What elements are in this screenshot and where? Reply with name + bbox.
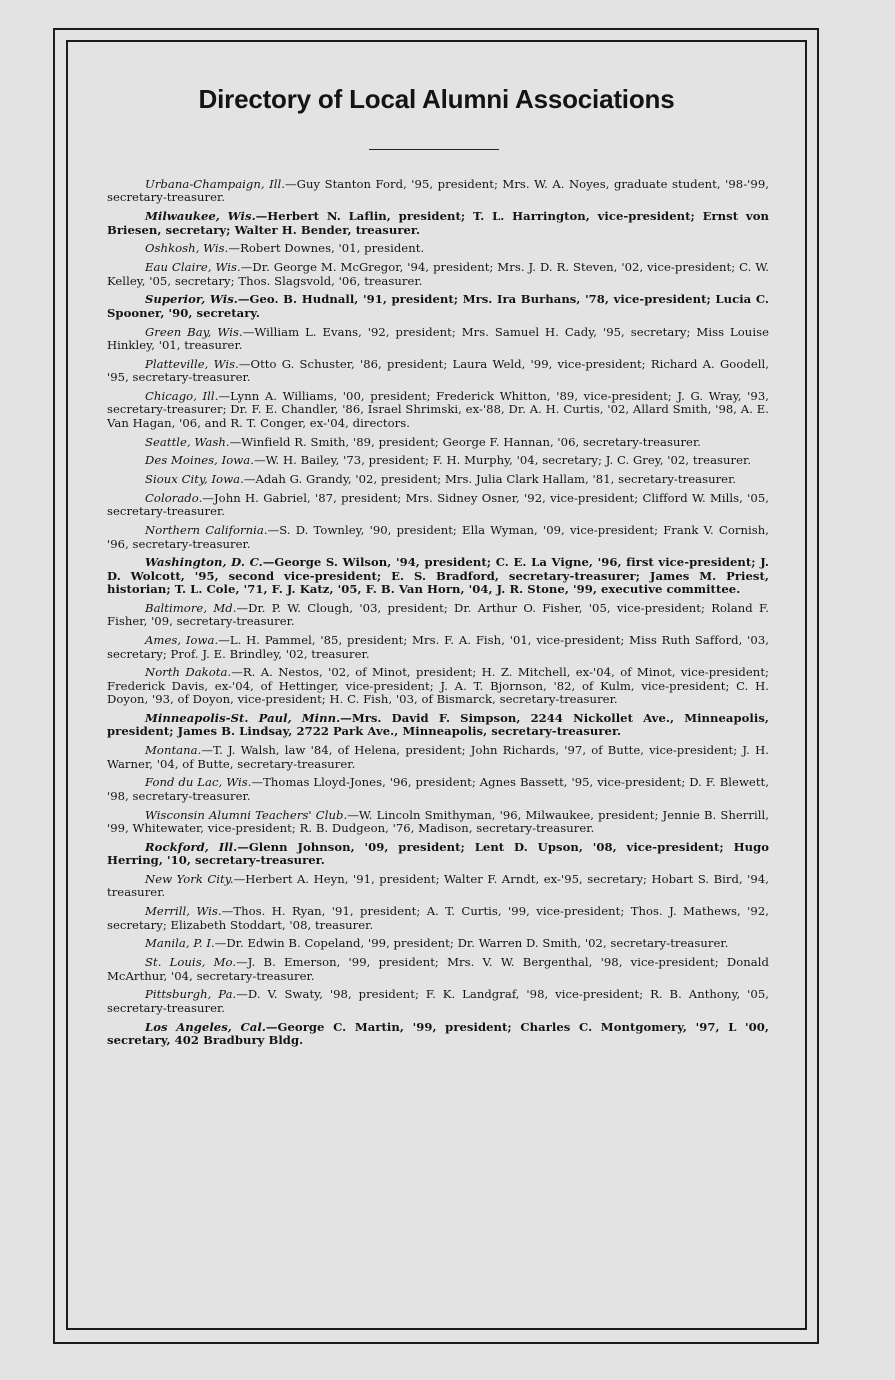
association-entry [107,634,769,661]
association-location: Northern California. [145,523,268,538]
association-location: Milwaukee, Wis. [145,209,256,224]
association-location: Fond du Lac, Wis. [145,775,252,790]
association-officers: —George S. Wilson, '94, president; C. E. La Vigne, '96, first vice-president; J. D. Wolcott, '95, second vice-president; E. S. Bradford, secretary-treasurer; James M. Priest, historian; T. L. Cole, '71, F. J. Katz, '05, F. B. Van Horn, '04, J. R. Stone, '99, executive committee. [107,555,769,597]
association-officers: —Winfield R. Smith, '89, president; George F. Hannan, '06, secretary-treasurer. [229,434,702,449]
association-location: Minneapolis-St. Paul, Minn. [145,711,341,726]
association-location: Los Angeles, Cal. [145,1019,266,1034]
association-entry [107,602,769,629]
association-officers: —W. Lincoln Smithyman, '96, Milwaukee, president; Jennie B. Sherrill, '99, Whitewater, vice-president; R. B. Dudgeon, '76, Madison, secretary-treasurer. [107,807,769,836]
association-entry [107,1021,769,1048]
association-entry [107,454,769,467]
association-officers: —Herbert N. Laflin, president; T. L. Harrington, vice-president; Ernst von Briesen, secretary; Walter H. Bender, treasurer. [107,209,769,237]
association-entry [107,744,769,771]
association-officers: —John H. Gabriel, '87, president; Mrs. Sidney Osner, '92, vice-president; Clifford W. Mills, '05, secretary-treasurer. [107,491,769,519]
association-officers: —Thomas Lloyd-Jones, '96, president; Agnes Bassett, '95, vice-president; D. F. Blewett, '98, secretary-treasurer. [107,775,769,803]
association-officers: —Thos. H. Ryan, '91, president; A. T. Curtis, '99, vice-president; Thos. J. Mathews, '92, secretary; Elizabeth Stoddart, '08, treasurer. [107,904,769,932]
association-entry [107,178,769,205]
association-entry [107,905,769,932]
association-entry [107,326,769,353]
title-divider [369,149,499,150]
association-location: Wisconsin Alumni Teachers' Club. [145,807,348,822]
association-officers: —Guy Stanton Ford, '95, president; Mrs. W. A. Noyes, graduate student, '98-'99, secretary-treasurer. [107,177,769,205]
association-location: Des Moines, Iowa. [145,453,254,468]
association-entry [107,956,769,983]
association-entry [107,390,769,430]
association-entry [107,473,769,486]
association-location: Sioux City, Iowa. [145,472,244,487]
association-location: Eau Claire, Wis. [145,260,241,275]
association-officers: —D. V. Swaty, '98, president; F. K. Landgraf, '98, vice-president; R. B. Anthony, '05, secretary-treasurer. [107,987,770,1015]
association-location: St. Louis, Mo. [145,955,237,970]
association-officers: —William L. Evans, '92, president; Mrs. Samuel H. Cady, '95, secretary; Miss Louise Hinkley, '01, treasurer. [107,324,769,353]
association-officers: —Adah G. Grandy, '02, president; Mrs. Julia Clark Hallam, '81, secretary-treasurer. [243,472,737,487]
association-officers: —T. J. Walsh, law '84, of Helena, president; John Richards, '97, of Butte, vice-president; J. H. Warner, '04, of Butte, secretary-treasurer. [107,743,769,771]
association-entry [107,492,769,519]
association-location: North Dakota. [145,665,232,680]
association-location: Montana. [145,743,202,758]
association-entry [107,712,769,739]
association-officers: —Glenn Johnson, '09, president; Lent D. Upson, '08, vice-president; Hugo Herring, '10, secretary-treasurer. [107,839,770,868]
association-list [107,178,769,1053]
association-entry [107,873,769,900]
association-location: Chicago, Ill. [145,389,219,404]
page-title: Directory of Local Alumni Associations [198,84,675,114]
association-entry [107,358,769,385]
association-entry [107,937,769,950]
association-officers: —S. D. Townley, '90, president; Ella Wyman, '09, vice-president; Frank V. Cornish, '96, secretary-treasurer. [107,523,769,551]
association-entry [107,841,769,868]
association-entry [107,242,769,255]
association-location: Washington, D. C. [145,555,263,570]
association-location: Seattle, Wash. [145,434,230,449]
association-location: Merrill, Wis. [145,904,222,919]
association-entry [107,809,769,836]
association-officers: —J. B. Emerson, '99, president; Mrs. V. W. Bergenthal, '98, vice-president; Donald McArthur, '04, secretary-treasurer. [107,955,769,983]
association-entry [107,666,769,706]
association-location: Superior, Wis. [145,292,238,307]
association-location: Baltimore, Md. [145,601,237,616]
association-location: Pittsburgh, Pa. [145,987,237,1002]
association-location: Platteville, Wis. [145,356,239,371]
association-entry [107,776,769,803]
association-entry [107,524,769,551]
association-officers: —Mrs. David F. Simpson, 2244 Nickollet Ave., Minneapolis, president; James B. Lindsay, 2722 Park Ave., Minneapolis, secretary-treasurer. [107,711,769,739]
association-officers: —Herbert A. Heyn, '91, president; Walter F. Arndt, ex-'95, secretary; Hobart S. Bird, '94, treasurer. [107,872,769,900]
association-entry [107,436,769,449]
association-entry [107,556,769,596]
association-officers: —Dr. Edwin B. Copeland, '99, president; Dr. Warren D. Smith, '02, secretary-treasurer. [214,936,729,951]
association-location: Colorado. [145,491,203,506]
association-officers: —R. A. Nestos, '02, of Minot, president; H. Z. Mitchell, ex-'04, of Minot, vice-president; Frederick Davis, ex-'04, of Hettinger, vice-president; J. A. T. Bjornson, '82, of Kulm, vice-president; C. H. Doyon, '93, of Doyon, vice-president; H. C. Fish, '03, of Bismarck, secretary-treasurer. [107,665,769,707]
association-officers: —Dr. George M. McGregor, '94, president; Mrs. J. D. R. Steven, '02, vice-president; C. W. Kelley, '05, secretary; Thos. Slagsvold, '06, treasurer. [107,260,769,288]
association-location: Manila, P. I. [145,936,215,951]
association-officers: —Geo. B. Hudnall, '91, president; Mrs. Ira Burhans, '78, vice-president; Lucia C. Spooner, '90, secretary. [107,292,769,320]
association-officers: —Dr. P. W. Clough, '03, president; Dr. Arthur O. Fisher, '05, vice-president; Roland F. Fisher, '09, secretary-treasurer. [107,601,770,629]
association-officers: —L. H. Pammel, '85, president; Mrs. F. A. Fish, '01, vice-president; Miss Ruth Safford, '03, secretary; Prof. J. E. Brindley, '02, treasurer. [107,633,769,661]
association-officers: —George C. Martin, '99, president; Charles C. Montgomery, '97, L '00, secretary, 402 Bradbury Bldg. [107,1019,769,1048]
association-location: Green Bay, Wis. [145,324,243,339]
association-entry [107,988,769,1015]
association-entry [107,210,769,237]
association-officers: —W. H. Bailey, '73, president; F. H. Murphy, '04, secretary; J. C. Grey, '02, treasurer. [253,453,752,468]
association-location: Rockford, Ill. [145,839,238,854]
association-officers: —Robert Downes, '01, president. [228,241,425,256]
association-location: Ames, Iowa. [145,633,219,648]
association-officers: —Lynn A. Williams, '00, president; Frederick Whitton, '89, vice-president; J. G. Wray, '93, secretary-treasurer; Dr. F. E. Chandler, '86, Israel Shrimski, ex-'88, Dr. A. H. Curtis, '02, Allard Smith, '98, A. E. Van Hagan, '06, and R. T. Conger, ex-'04, directors. [107,389,769,430]
association-entry [107,293,769,320]
association-location: Oshkosh, Wis. [145,241,229,256]
association-location: New York City. [145,872,234,887]
association-officers: —Otto G. Schuster, '86, president; Laura Weld, '99, vice-president; Richard A. Goodell, '95, secretary-treasurer. [107,356,769,385]
association-location: Urbana-Champaign, Ill. [145,177,286,191]
association-entry [107,261,769,288]
